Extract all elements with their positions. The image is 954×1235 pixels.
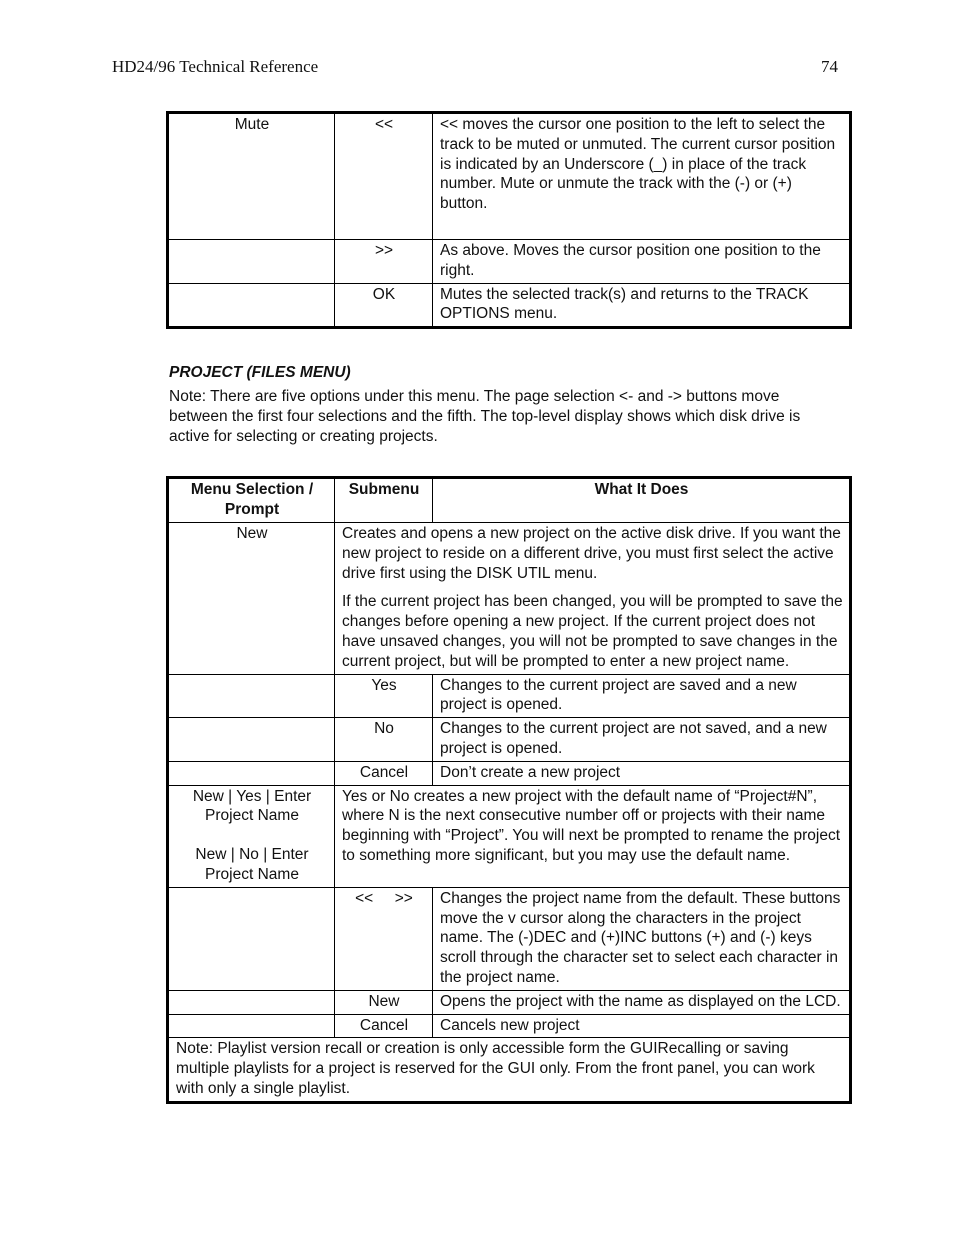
table-row [169,718,850,762]
menu-selection-cell: Mute [169,114,335,240]
table-row [169,240,850,284]
description-cell: << moves the cursor one position to the left to select the track to be muted or unmuted. The current cursor position is indicated by an Underscore (_) in place of the track number. Mute or unmute the track with the (-) or (+) button. [433,114,850,240]
description-cell: Changes to the current project are saved and a new project is opened. [433,674,850,718]
section-title: PROJECT (FILES MENU) [169,364,351,381]
footer-note: Note: Playlist version recall or creation is only accessible form the GUIRecalling or saving multiple playlists for a project is reserved for the GUI only. From the front panel, you can work with only a single playlist. [169,1038,850,1101]
submenu-cell: OK [335,283,433,327]
menu-selection-cell [169,887,335,990]
description-cell: As above. Moves the cursor position one position to the right. [433,240,850,284]
page-header-title: HD24/96 Technical Reference [112,57,319,76]
table-footer-row [169,1038,850,1101]
table-row [169,114,850,240]
menu-selection-cell [169,990,335,1014]
description-cell [335,523,850,675]
submenu-cell: Cancel [335,1014,433,1038]
description-cell: Mutes the selected track(s) and returns to the TRACK OPTIONS menu. [433,283,850,327]
section-note: Note: There are five options under this menu. The page selection <- and -> buttons move between the first four selections and the fifth. The top-level display shows which disk drive is active for selecting or creating projects. [169,388,801,445]
description-cell: Changes to the current project are not saved, and a new project is opened. [433,718,850,762]
description-cell: Yes or No creates a new project with the default name of “Project#N”, where N is the next consecutive number off or projects with their name beginning with “Project”. You will next be prompted to rename the project to something more significant, but you may use the default name. [335,785,850,887]
description-paragraph: Creates and opens a new project on the active disk drive. If you want the new project to reside on a different drive, you must first select the active drive first using the DISK UTIL menu. [342,525,841,582]
table-row [169,1014,850,1038]
submenu-cell: << >> [335,887,433,990]
project-menu-table [168,478,850,1102]
submenu-cell: >> [335,240,433,284]
table-header-row [169,479,850,523]
menu-selection-cell [169,240,335,284]
submenu-cell: << [335,114,433,240]
table-row [169,785,850,887]
table-row [169,283,850,327]
table-row [169,674,850,718]
menu-selection-cell: New [169,523,335,675]
submenu-cell: Cancel [335,761,433,785]
menu-selection-cell [169,718,335,762]
column-header-submenu: Submenu [335,479,433,523]
menu-selection-cell [169,785,335,887]
description-cell: Changes the project name from the default. These buttons move the v cursor along the characters in the project name. The (-)DEC and (+)INC buttons (+) and (-) keys scroll through the character set to select each character in the project name. [433,887,850,990]
mute-table [168,113,850,327]
page-number: 74 [821,57,838,76]
prompt-label: New | No | Enter Project Name [195,846,309,883]
description-cell: Cancels new project [433,1014,850,1038]
submenu-cell: No [335,718,433,762]
description-cell: Opens the project with the name as displayed on the LCD. [433,990,850,1014]
submenu-cell: New [335,990,433,1014]
prompt-label: New | Yes | Enter Project Name [192,787,312,825]
table-row [169,523,850,675]
menu-selection-cell [169,283,335,327]
menu-selection-cell [169,674,335,718]
table-row [169,990,850,1014]
table-row [169,887,850,990]
table-row [169,761,850,785]
column-header-selection: Menu Selection / Prompt [169,479,335,523]
description-cell: Don’t create a new project [433,761,850,785]
column-header-what-it-does: What It Does [433,479,850,523]
description-paragraph: If the current project has been changed, you will be prompted to save the changes before opening a new project. If the current project does not have unsaved changes, you will not be prompted to save changes in the current project, but will be prompted to enter a new project name. [342,593,843,670]
submenu-cell: Yes [335,674,433,718]
menu-selection-cell [169,1014,335,1038]
menu-selection-cell [169,761,335,785]
